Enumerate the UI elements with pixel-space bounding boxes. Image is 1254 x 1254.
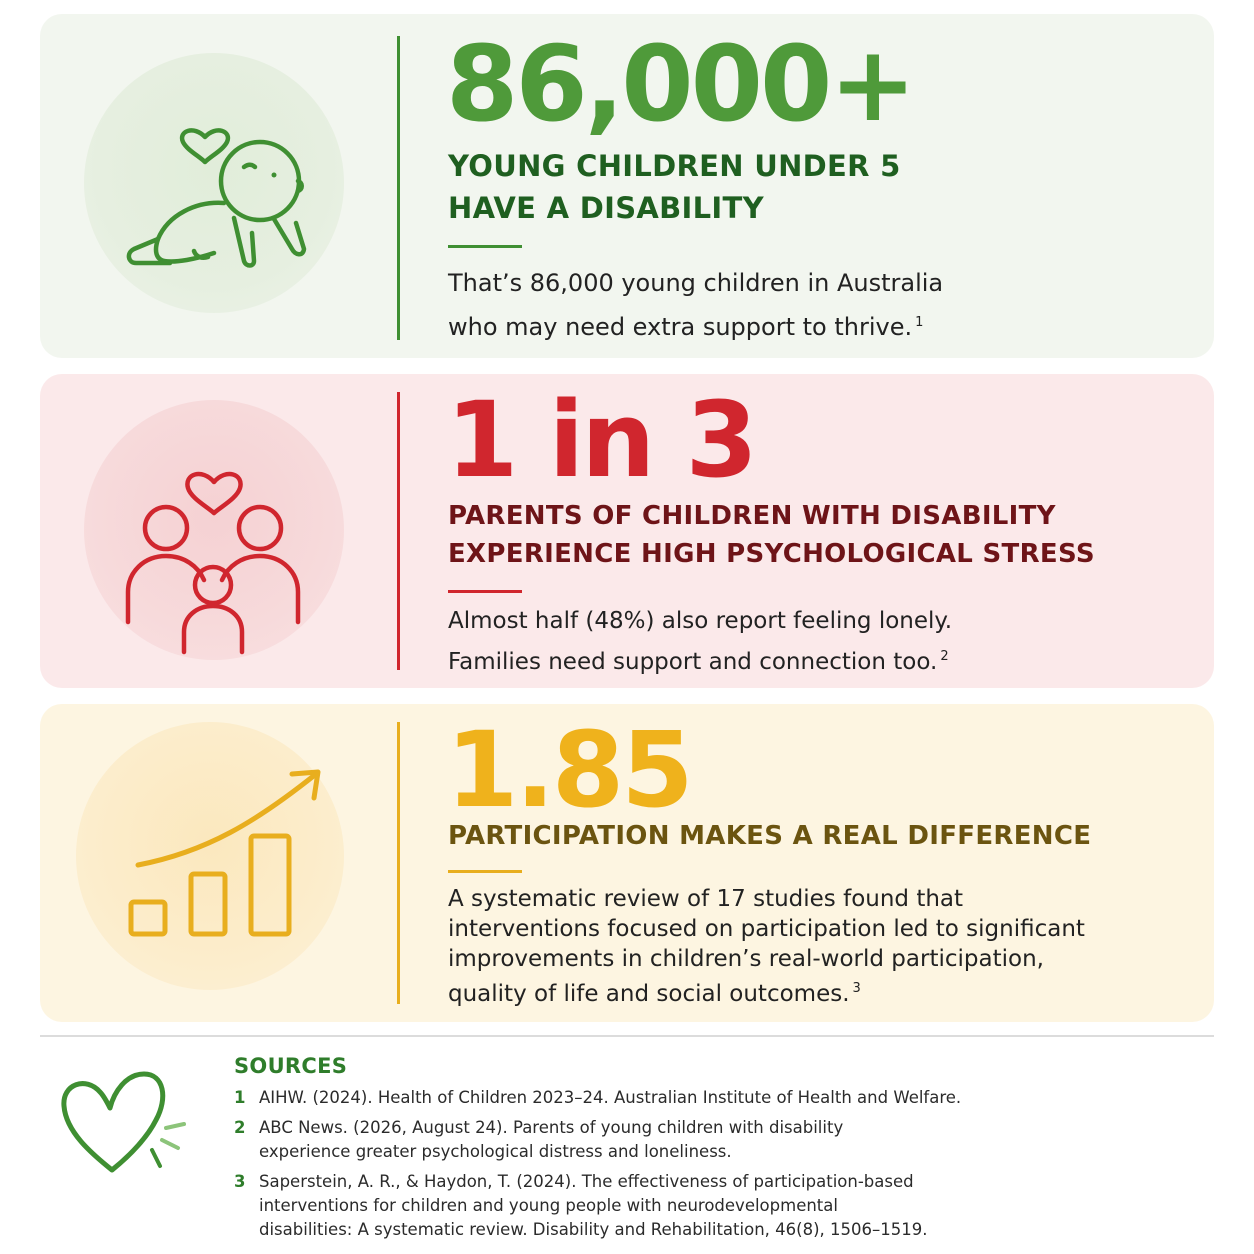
stat-figure: 86,000+ [446, 23, 914, 145]
accent-rule [448, 245, 522, 248]
stat-figure: 1 in 3 [446, 379, 755, 501]
divider-line [397, 392, 400, 670]
stat-headline: PARENTS OF CHILDREN WITH DISABILITY EXPERIENCE HIGH PSYCHOLOGICAL STRESS [448, 501, 1095, 569]
divider-line [397, 36, 400, 340]
stat-card-parents [40, 374, 1214, 688]
icon-circle [84, 400, 344, 660]
family-icon [84, 400, 344, 660]
crawling-baby-icon [84, 53, 344, 313]
stat-card-children [40, 14, 1214, 358]
section-divider [40, 1035, 1214, 1037]
stat-body: That’s 86,000 young children in Australia who may need extra support to thrive. $^1$ [448, 269, 944, 341]
accent-rule [448, 870, 522, 873]
footnote-marker: 1 [915, 315, 924, 330]
stat-card-participation [40, 704, 1214, 1022]
sources-title: SOURCES [234, 1054, 348, 1078]
accent-rule [448, 590, 522, 593]
stat-headline: PARTICIPATION MAKES A REAL DIFFERENCE [448, 821, 1092, 851]
heart-icon [56, 1062, 196, 1182]
growth-chart-icon [76, 722, 344, 990]
stat-headline: YOUNG CHILDREN UNDER 5 HAVE A DISABILITY [448, 149, 901, 225]
footnote-marker: 3 [852, 981, 861, 996]
stat-figure: 1.85 [446, 709, 691, 831]
stat-body: Almost half (48%) also report feeling lonely. Families need support and connection too. $^2$ [448, 608, 953, 675]
icon-circle [84, 53, 344, 313]
stat-body: A systematic review of 17 studies found that interventions focused on participation led to significant improvements in children’s real-world participation, quality of life and social outcomes. $^3$ [448, 886, 1085, 1007]
footnote-marker: 2 [940, 649, 949, 664]
divider-line [397, 722, 400, 1004]
icon-circle [76, 722, 344, 990]
